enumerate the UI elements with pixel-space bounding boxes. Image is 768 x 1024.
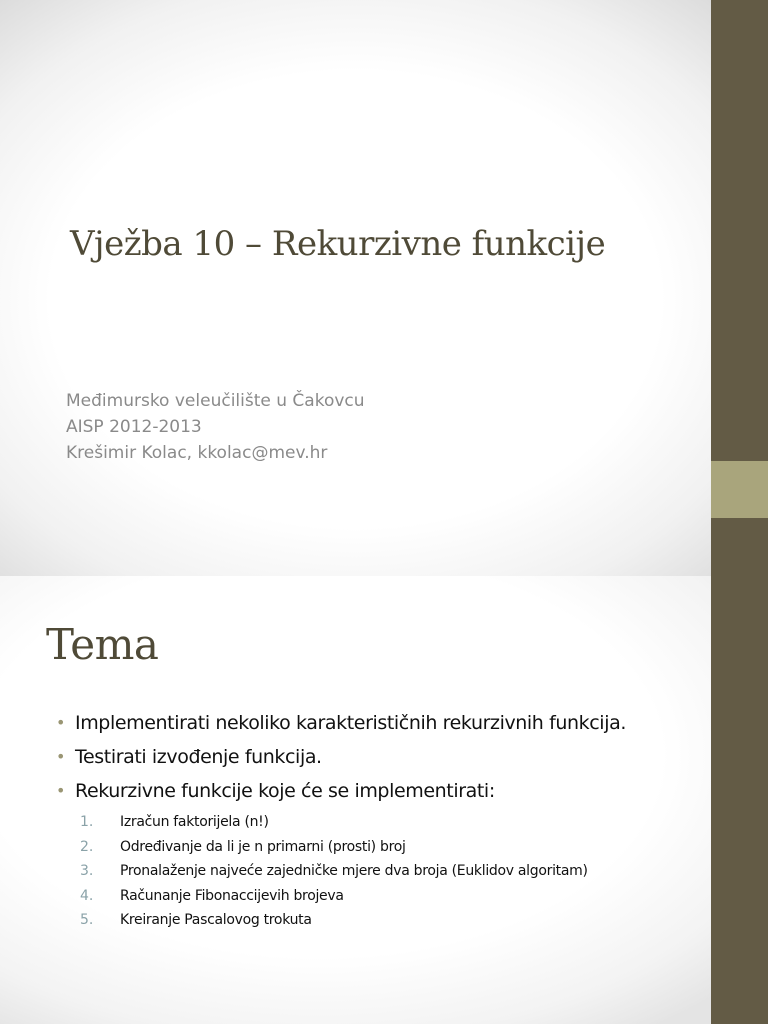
slide-heading: Tema <box>46 620 159 669</box>
numbered-item <box>80 912 588 937</box>
item-text: Računanje Fibonaccijevih brojeva <box>120 887 344 904</box>
subtitle-course: AISP 2012-2013 <box>66 417 202 437</box>
slide-subtitle <box>66 388 365 466</box>
numbered-item <box>80 863 588 888</box>
item-number: 5. <box>80 912 94 928</box>
item-text: Kreiranje Pascalovog trokuta <box>120 912 312 928</box>
slide-title: Vježba 10 – Rekurzivne funkcije <box>70 224 606 264</box>
bullet-marker-icon: • <box>56 781 66 800</box>
sidebar-accent-block <box>711 461 768 518</box>
bullet-list <box>56 710 626 812</box>
numbered-item <box>80 839 588 864</box>
bullet-marker-icon: • <box>56 713 66 732</box>
item-text: Pronalaženje najveće zajedničke mjere dva broja (Euklidov algoritam) <box>120 863 588 879</box>
item-text: Određivanje da li je n primarni (prosti) broj <box>120 838 406 855</box>
list-item <box>56 710 626 744</box>
item-number: 4. <box>80 887 94 904</box>
item-number: 3. <box>80 863 94 879</box>
numbered-item <box>80 888 588 913</box>
numbered-item <box>80 814 588 839</box>
numbered-list <box>80 814 588 937</box>
item-text: Izračun faktorijela (n!) <box>120 814 269 830</box>
content-slide <box>0 576 711 1024</box>
subtitle-institution: Međimursko veleučilište u Čakovcu <box>66 391 365 411</box>
bullet-text: Rekurzivne funkcije koje će se implementirati: <box>75 780 495 802</box>
bullet-text: Testirati izvođenje funkcija. <box>75 746 322 768</box>
item-number: 2. <box>80 838 94 855</box>
list-item <box>56 744 626 778</box>
subtitle-author: Krešimir Kolac, kkolac@mev.hr <box>66 443 328 463</box>
item-number: 1. <box>80 814 94 830</box>
list-item <box>56 778 626 812</box>
bullet-text: Implementirati nekoliko karakterističnih rekurzivnih funkcija. <box>75 712 626 734</box>
bullet-marker-icon: • <box>56 747 66 766</box>
